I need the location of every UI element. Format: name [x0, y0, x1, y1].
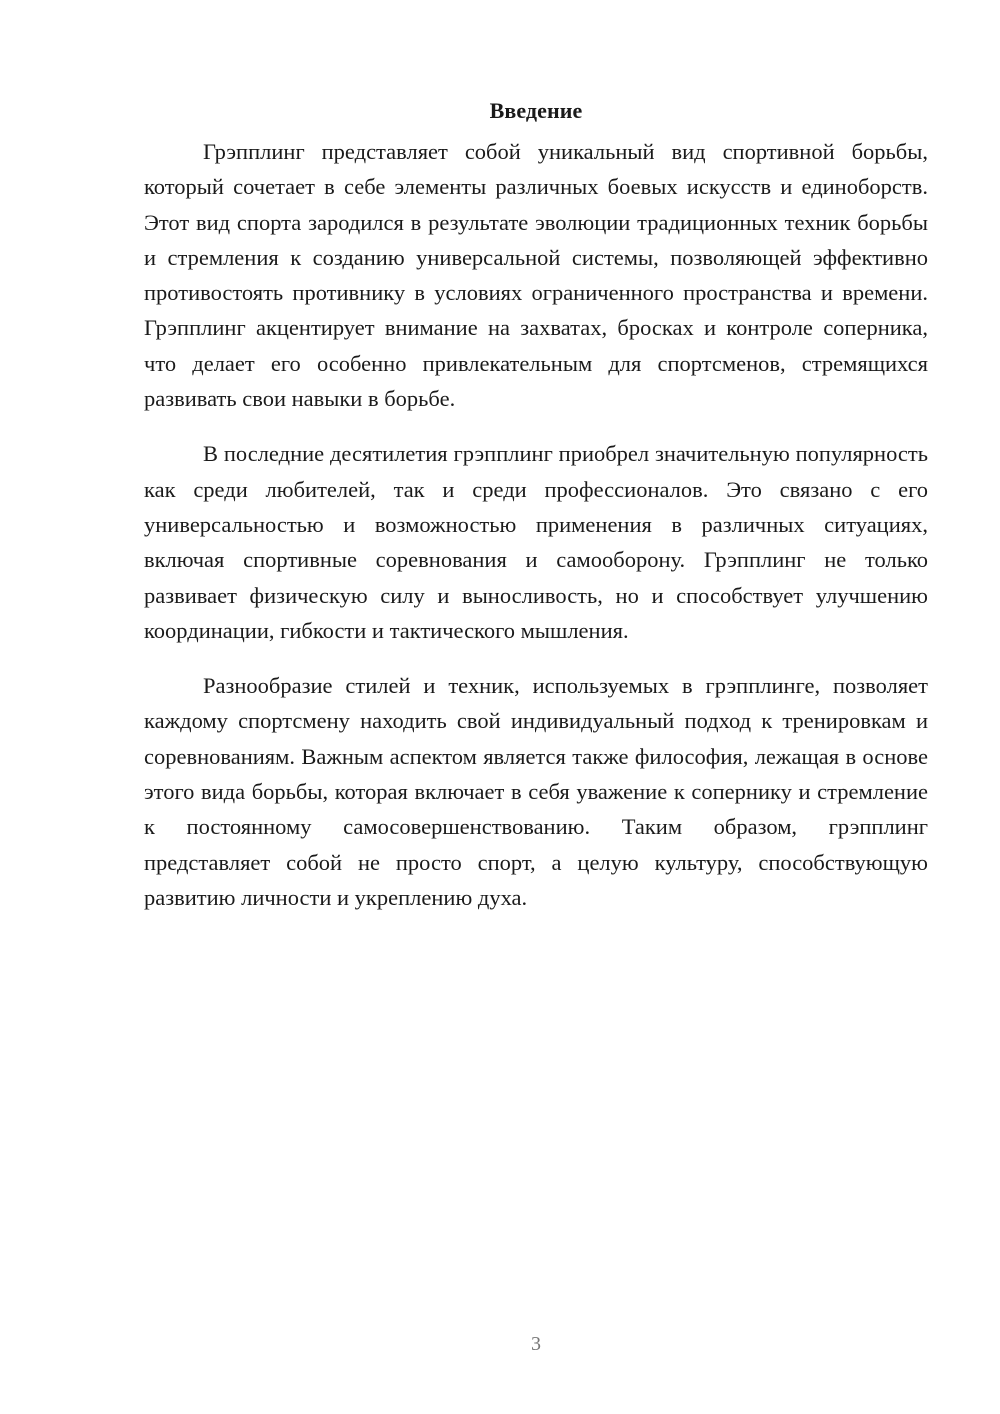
paragraph-1: Грэпплинг представляет собой уникальный вид спортивной борьбы, который сочетает в себе элементы различных боевых искусств и единоборств. Этот вид спорта зародился в результате эволюции традиционных техник борьбы и стремления к созданию универсальной системы, позволяющей эффективно противостоять противнику в условиях ограниченного пространства и времени. Грэпплинг акцентирует внимание на захватах, бросках и контроле соперника, что делает его особенно привлекательным для спортсменов, стремящихся развивать свои навыки в борьбе.	[144, 139, 928, 412]
paragraph-3: Разнообразие стилей и техник, используемых в грэпплинге, позволяет каждому спортсмену находить свой индивидуальный подход к тренировкам и соревнованиям. Важным аспектом является также философия, лежащая в основе этого вида борьбы, которая включает в себя уважение к сопернику и стремление к постоянному самосовершенствованию. Таким образом, грэпплинг представляет собой не просто спорт, а целую культуру, способствующую развитию личности и укреплению духа.	[144, 673, 928, 910]
page-number: 3	[531, 1333, 541, 1355]
section-title: Введение	[489, 98, 583, 123]
document-body	[144, 94, 928, 935]
paragraph-2: В последние десятилетия грэпплинг приобрел значительную популярность как среди любителей, так и среди профессионалов. Это связано с его универсальностью и возможностью применения в различных ситуациях, включая спортивные соревнования и самооборону. Грэпплинг не только развивает физическую силу и выносливость, но и способствует улучшению координации, гибкости и тактического мышления.	[144, 441, 928, 643]
